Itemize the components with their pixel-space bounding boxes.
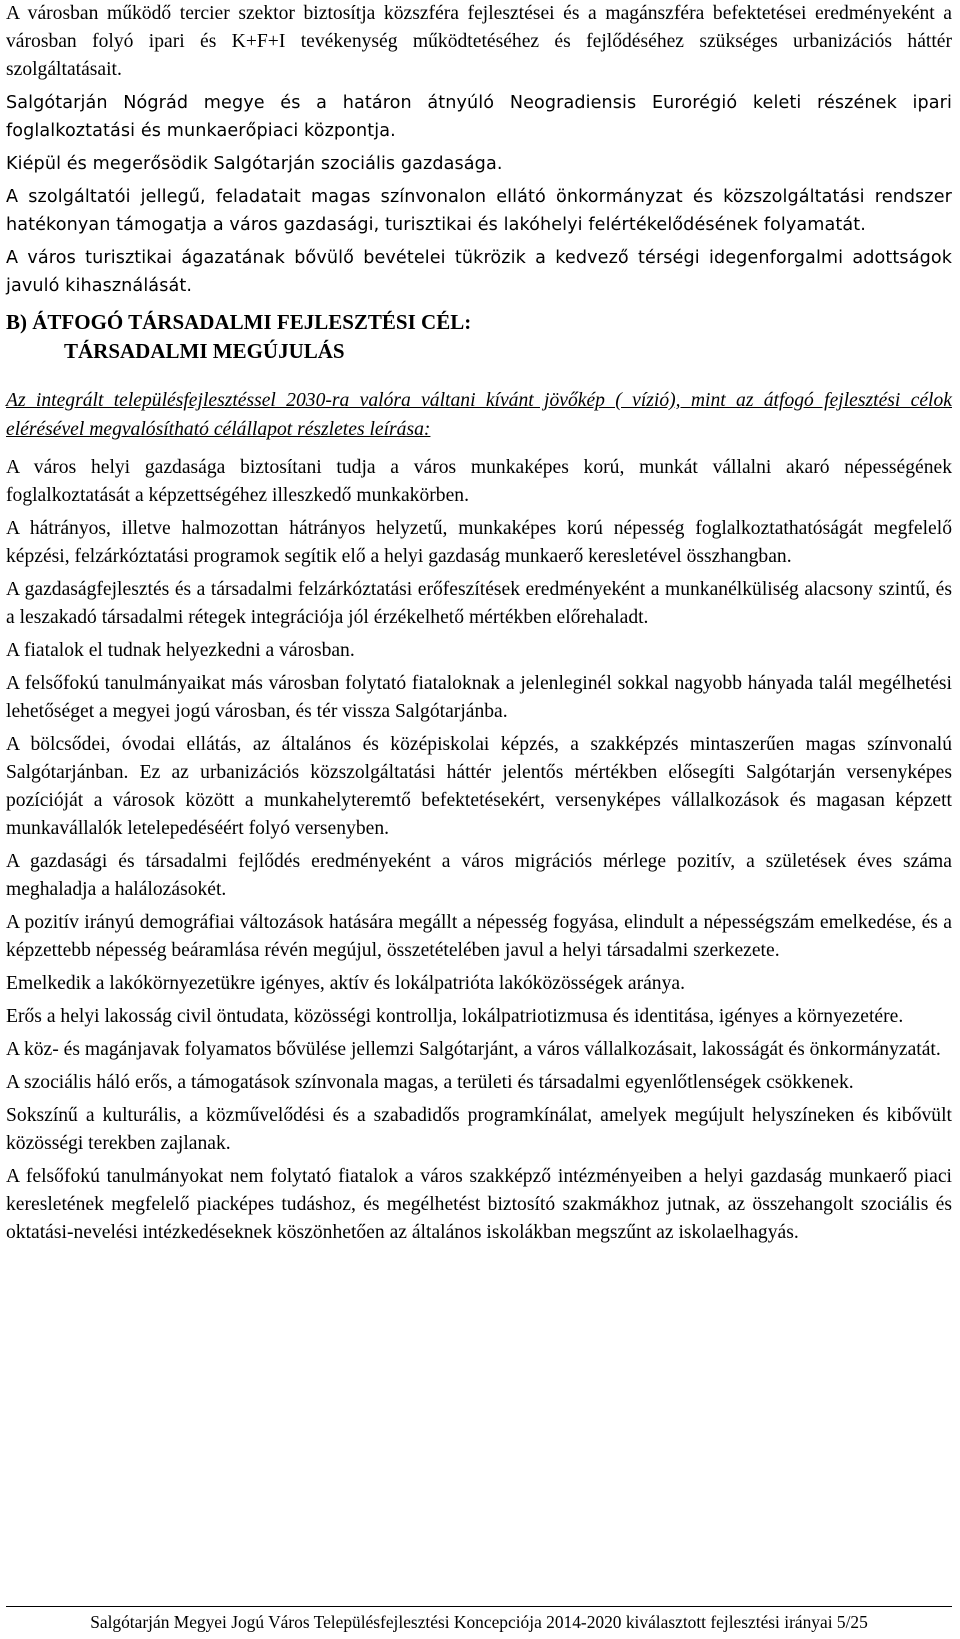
paragraph: A pozitív irányú demográfiai változások hatására megállt a népesség fogyása, elindult a népességszám emelkedése, és a képzettebb népesség beáramlása révén megújul, összetételében javul a helyi társadalmi szerkezete. [6, 912, 952, 961]
page-footer: Salgótarján Megyei Jogú Város Településfejlesztési Koncepciója 2014-2020 kiválasztott fejlesztési irányai 5/25 [6, 1606, 952, 1633]
section-intro: Az integrált településfejlesztéssel 2030-ra valóra váltani kívánt jövőkép ( vízió), mint az átfogó fejlesztési célok elérésével megvalósítható célállapot részletes leírása: [6, 390, 952, 440]
paragraph: A szociális háló erős, a támogatások színvonala magas, a területi és társadalmi egyenlőtlenségek csökkenek. [6, 1072, 854, 1093]
paragraph-tercier: A városban működő tercier szektor biztosítja közszféra fejlesztései és a magánszféra befektetései eredményeként a városban folyó ipari és K+F+I tevékenység működtetéséhez és fejlődéséhez szükséges urbanizációs háttér szolgáltatásait. [6, 3, 952, 80]
paragraph: A hátrányos, illetve halmozottan hátrányos helyzetű, munkaképes korú népesség foglalkoztathatóságát megfelelő képzési, felzárkóztatási programok segítik elő a helyi gazdaság munkaerő keresletével összhangban. [6, 518, 952, 567]
paragraph: A fiatalok el tudnak helyezkedni a városban. [6, 640, 355, 661]
paragraph: A bölcsődei, óvodai ellátás, az általános és középiskolai képzés, a szakképzés mintaszerűen magas színvonalú Salgótarjánban. Ez az urbanizációs közszolgáltatási háttér jelentős mértékben elősegíti Salgótarján versenyképes pozícióját a városok között a munkahelyteremtő befektetésekért, versenyképes vállalkozások és magasan képzett munkavállalók letelepedéséért folyó versenyben. [6, 734, 952, 839]
paragraph: A város helyi gazdasága biztosítani tudja a város munkaképes korú, munkát vállalni akaró népességének foglalkoztatását a képzettségéhez illeszkedő munkakörben. [6, 457, 952, 506]
section-heading-line2: TÁRSADALMI MEGÚJULÁS [64, 339, 345, 363]
paragraph: A felsőfokú tanulmányokat nem folytató fiatalok a város szakképző intézményeiben a helyi gazdaság munkaerő piaci keresletének megfelelő piacképes tudáshoz, és megélhetést biztosító szakmákhoz jutnak, az összehangolt szociális és oktatási-nevelési intézkedéseknek köszönhetően az általános iskolákban megszűnt az iskolaelhagyás. [6, 1166, 952, 1243]
paragraph-turizmus: A város turisztikai ágazatának bővülő bevételei tükrözik a kedvező térségi idegenforgalmi adottságok javuló kihasználását. [6, 248, 952, 296]
paragraph: A köz- és magánjavak folyamatos bővülése jellemzi Salgótarjánt, a város vállalkozásait, lakosságát és önkormányzatát. [6, 1039, 941, 1060]
paragraph: Emelkedik a lakókörnyezetükre igényes, aktív és lokálpatrióta lakóközösségek aránya. [6, 973, 685, 994]
paragraph: Sokszínű a kulturális, a közművelődési és a szabadidős programkínálat, amelyek megújult helyszíneken és kibővült közösségi terekben zajlanak. [6, 1105, 952, 1154]
section-heading [6, 308, 952, 366]
paragraph-nograd: Salgótarján Nógrád megye és a határon átnyúló Neogradiensis Eurorégió keleti részének ipari foglalkoztatási és munkaerőpiaci központja. [6, 93, 952, 141]
paragraph: A felsőfokú tanulmányaikat más városban folytató fiataloknak a jelenleginél sokkal nagyobb hányada talál megélhetési lehetőséget a megyei jogú városban, és tér vissza Salgótarjánba. [6, 673, 952, 722]
section-heading-line1: B) ÁTFOGÓ TÁRSADALMI FEJLESZTÉSI CÉL: [6, 310, 472, 334]
paragraph-onkormanyzat: A szolgáltatói jellegű, feladatait magas színvonalon ellátó önkormányzat és közszolgáltatási rendszer hatékonyan támogatja a város gazdasági, turisztikai és lakóhelyi felértékelődésének folyamatát. [6, 187, 952, 235]
paragraph: A gazdaságfejlesztés és a társadalmi felzárkóztatási erőfeszítések eredményeként a munkanélküliség alacsony szintű, és a leszakadó társadalmi rétegek integrációja jól érzékelhető mértékben előrehaladt. [6, 579, 952, 628]
paragraph: A gazdasági és társadalmi fejlődés eredményeként a város migrációs mérlege pozitív, a születések éves száma meghaladja a halálozásokét. [6, 851, 952, 900]
document-page [6, 0, 952, 1252]
paragraph-szocialis-gazdasag: Kiépül és megerősödik Salgótarján szociális gazdasága. [6, 154, 503, 174]
paragraph: Erős a helyi lakosság civil öntudata, közösségi kontrollja, lokálpatriotizmusa és identitása, igényes a környezetére. [6, 1006, 904, 1027]
